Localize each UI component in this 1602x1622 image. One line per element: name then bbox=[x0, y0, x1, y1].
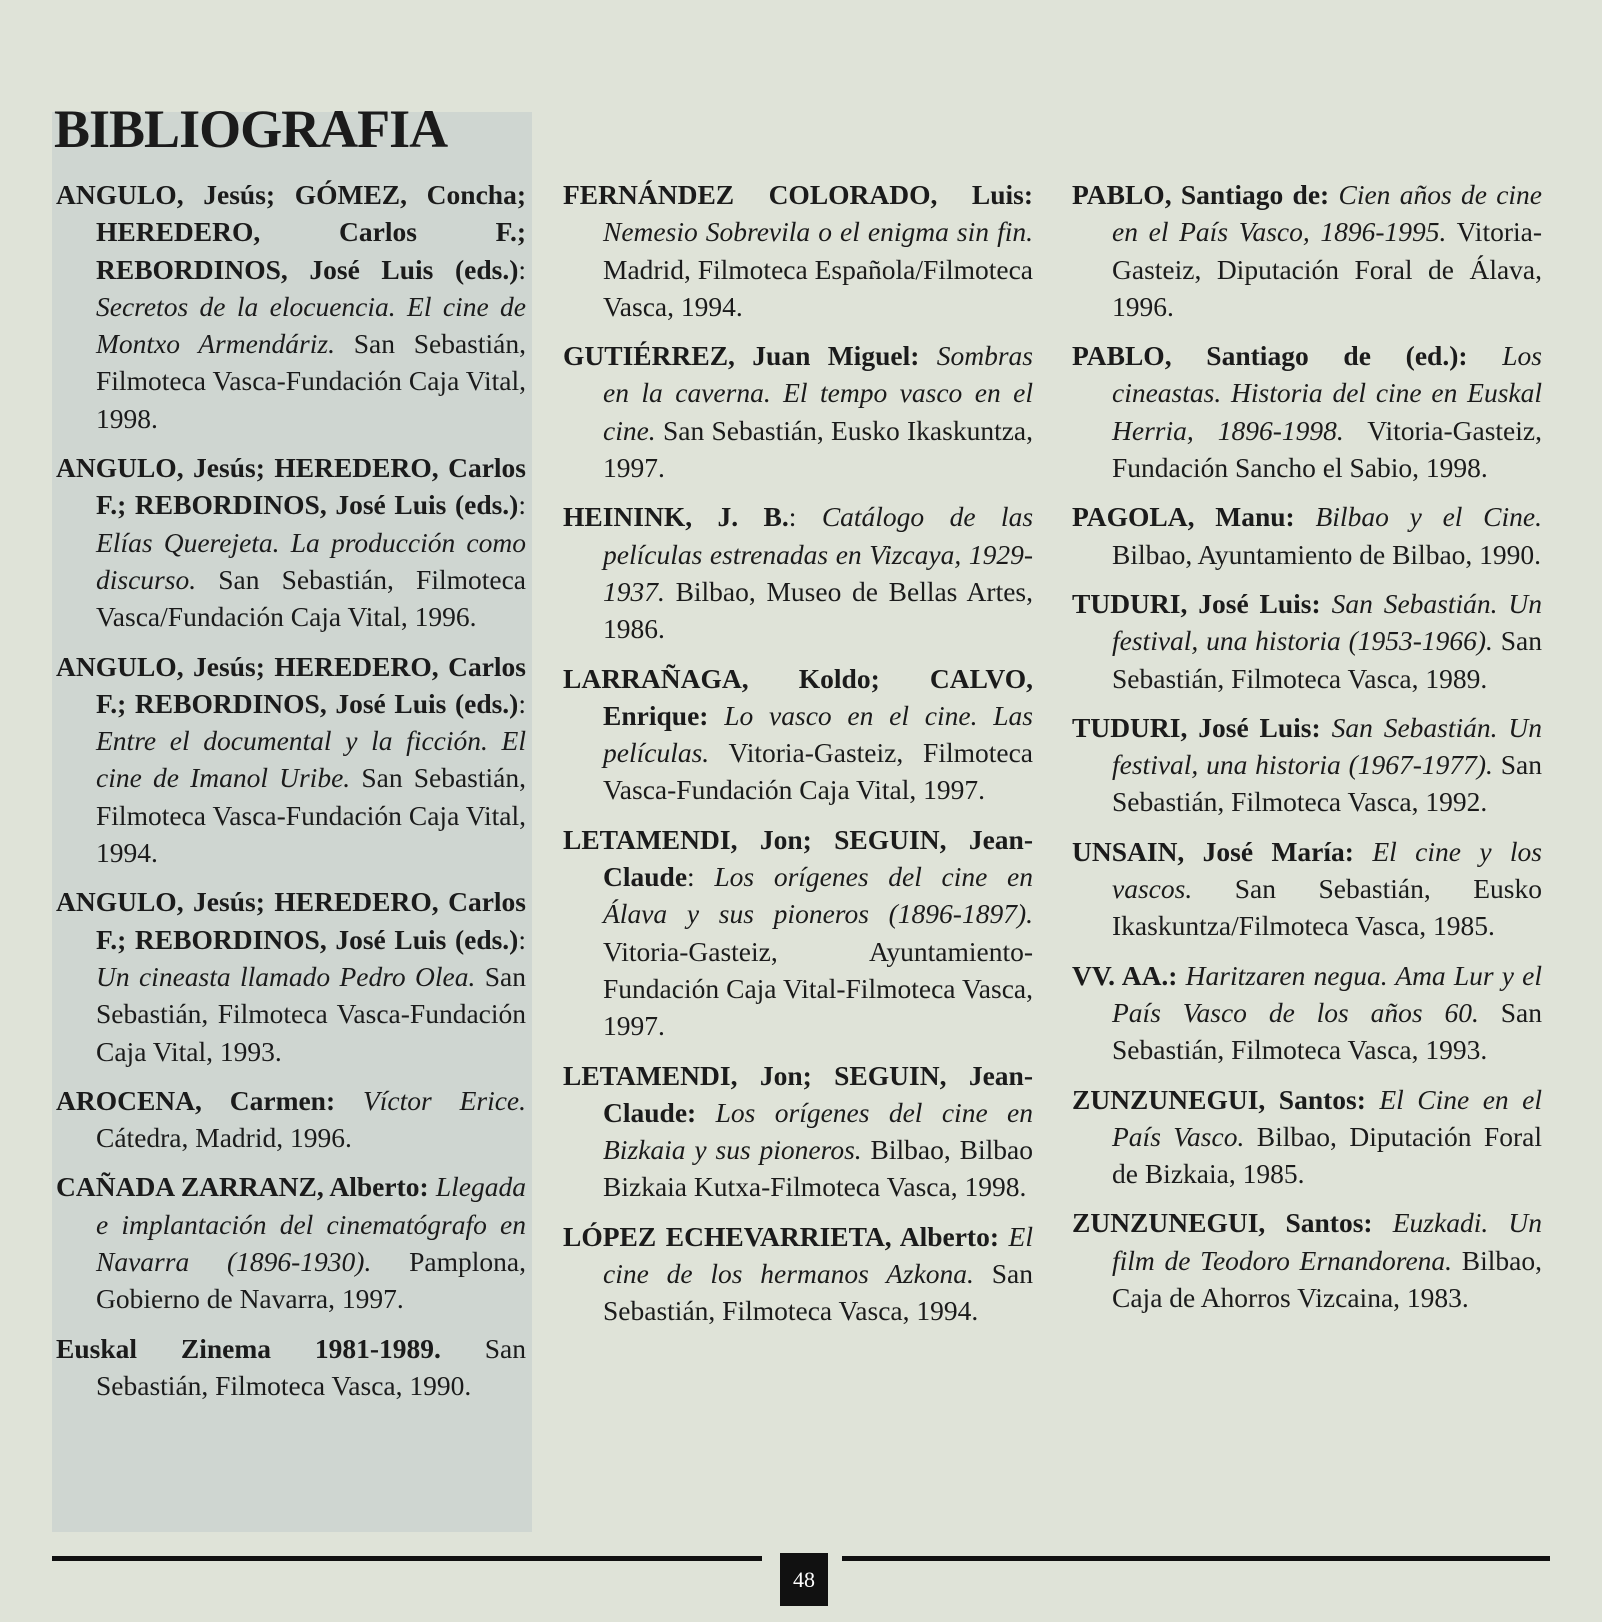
entry-separator bbox=[1373, 1207, 1393, 1238]
entry-publication: Bilbao, Bilbao Bizkaia Kutxa-Filmoteca Vasca, 1998. bbox=[603, 1134, 1033, 1203]
entry-separator bbox=[708, 700, 724, 731]
entry-author: ZUNZUNEGUI, Santos: bbox=[1072, 1083, 1366, 1115]
entry-separator: : bbox=[687, 861, 715, 893]
bibliography-entry bbox=[563, 176, 1033, 325]
entry-separator bbox=[1366, 1084, 1379, 1115]
entry-author: FERNÁNDEZ COLORADO, Luis: bbox=[563, 179, 1033, 210]
bibliography-entry bbox=[563, 1218, 1033, 1330]
bibliography-entry bbox=[1072, 337, 1542, 486]
entry-separator bbox=[1354, 836, 1372, 867]
entry-separator bbox=[335, 1085, 363, 1116]
bibliography-entry bbox=[56, 1330, 526, 1405]
footer-rule-left bbox=[52, 1556, 762, 1561]
bibliography-entry bbox=[563, 660, 1033, 809]
entry-title: Haritzaren negua. Ama Lur y el País Vasco de los años 60. bbox=[1112, 959, 1542, 1028]
entry-publication: Pamplona, Gobierno de Navarra, 1997. bbox=[96, 1246, 526, 1315]
entry-author: LARRAÑAGA, Koldo; CALVO, Enrique: bbox=[563, 662, 1033, 731]
bibliography-entry bbox=[1072, 585, 1542, 697]
entry-author: ANGULO, Jesús; HEREDERO, Carlos F.; REBORDINOS, José Luis (eds.) bbox=[56, 886, 526, 955]
entry-author: ANGULO, Jesús; HEREDERO, Carlos F.; REBORDINOS, José Luis (eds.) bbox=[56, 452, 526, 521]
bibliography-entry bbox=[563, 498, 1033, 647]
entry-author: UNSAIN, José María: bbox=[1072, 835, 1354, 867]
entry-title: Bilbao y el Cine. bbox=[1315, 501, 1542, 533]
entry-separator bbox=[1468, 340, 1503, 371]
bibliography-entry bbox=[1072, 498, 1542, 573]
entry-publication: San Sebastián, Eusko Ikaskuntza, 1997. bbox=[603, 414, 1033, 484]
entry-publication: San Sebastián, Filmoteca Vasca-Fundación Caja Vital, 1998. bbox=[96, 328, 526, 434]
entry-separator: : bbox=[518, 923, 526, 955]
entry-publication: Bilbao, Diputación Foral de Bizkaia, 1985. bbox=[1112, 1120, 1542, 1190]
entry-title: Los cineastas. Historia del cine en Euskal Herria, 1896-1998. bbox=[1112, 340, 1542, 446]
entry-separator bbox=[696, 1097, 715, 1128]
entry-publication: Madrid, Filmoteca Española/Filmoteca Vasca, 1994. bbox=[603, 253, 1033, 322]
page-number: 48 bbox=[780, 1553, 828, 1606]
entry-author: ZUNZUNEGUI, Santos: bbox=[1072, 1207, 1373, 1239]
entry-author: ANGULO, Jesús; HEREDERO, Carlos F.; REBORDINOS, José Luis (eds.) bbox=[56, 650, 526, 719]
bibliography-entry bbox=[1072, 1204, 1542, 1316]
entry-title: Secretos de la elocuencia. El cine de Montxo Armendáriz. bbox=[96, 290, 526, 360]
entry-separator: : bbox=[518, 489, 526, 521]
entry-publication: Cátedra, Madrid, 1996. bbox=[96, 1122, 352, 1154]
entry-separator: : bbox=[518, 687, 526, 719]
bibliography-entry bbox=[56, 1168, 526, 1317]
bibliography-entry bbox=[1072, 709, 1542, 821]
entry-title: Un cineasta llamado Pedro Olea. bbox=[96, 960, 476, 992]
entry-publication: San Sebastián, Eusko Ikaskuntza/Filmoteca Vasca, 1985. bbox=[1112, 873, 1542, 942]
entry-title: Sombras en la caverna. El tempo vasco en el cine. bbox=[603, 340, 1033, 446]
entry-title: El Cine en el País Vasco. bbox=[1112, 1083, 1542, 1152]
entry-separator bbox=[1295, 501, 1316, 532]
entry-separator bbox=[999, 1221, 1009, 1252]
column-1 bbox=[56, 176, 526, 1416]
entry-publication: Vitoria-Gasteiz, Filmoteca Vasca-Fundación Caja Vital, 1997. bbox=[603, 737, 1033, 806]
entry-separator bbox=[1321, 588, 1332, 619]
entry-title: Nemesio Sobrevila o el enigma sin fin. bbox=[603, 216, 1033, 248]
entry-separator bbox=[441, 1333, 485, 1364]
entry-author: LÓPEZ ECHEVARRIETA, Alberto: bbox=[563, 1220, 999, 1252]
entry-publication: Bilbao, Ayuntamiento de Bilbao, 1990. bbox=[1112, 538, 1542, 570]
entry-title: Entre el documental y la ficción. El cine de Imanol Uribe. bbox=[96, 725, 526, 794]
entry-author: VV. AA.: bbox=[1072, 959, 1178, 991]
column-3 bbox=[1072, 176, 1542, 1328]
entry-author: HEININK, J. B. bbox=[563, 501, 789, 533]
entry-publication: San Sebastián, Filmoteca Vasca/Fundación Caja Vital, 1996. bbox=[96, 563, 526, 633]
entry-title: Catálogo de las películas estrenadas en Vizcaya, 1929-1937. bbox=[603, 501, 1034, 607]
footer-rule-right bbox=[842, 1556, 1550, 1561]
page-title: BIBLIOGRAFIA bbox=[54, 99, 448, 159]
entry-publication: San Sebastián, Filmoteca Vasca, 1993. bbox=[1112, 996, 1542, 1066]
entry-author: TUDURI, José Luis: bbox=[1072, 587, 1321, 619]
entry-publication: San Sebastián, Filmoteca Vasca-Fundación Caja Vital, 1993. bbox=[96, 960, 526, 1067]
bibliography-entry bbox=[563, 337, 1033, 486]
bibliography-entry bbox=[56, 648, 526, 872]
bibliography-entry bbox=[1072, 957, 1542, 1069]
bibliography-entry bbox=[563, 1057, 1033, 1206]
entry-title: Víctor Erice. bbox=[362, 1084, 526, 1116]
entry-title: Los orígenes del cine en Bizkaia y sus pioneros. bbox=[603, 1096, 1034, 1166]
entry-separator bbox=[1321, 712, 1332, 743]
entry-publication: Vitoria-Gasteiz, Fundación Sancho el Sabio, 1998. bbox=[1112, 414, 1542, 484]
entry-separator bbox=[429, 1171, 436, 1202]
entry-publication: San Sebastián, Filmoteca Vasca, 1992. bbox=[1112, 749, 1543, 818]
entry-publication: San Sebastián, Filmoteca Vasca, 1990. bbox=[96, 1332, 527, 1401]
entry-author: PAGOLA, Manu: bbox=[1072, 501, 1295, 533]
entry-title: Llegada e implantación del cinematógrafo en Navarra (1896-1930). bbox=[96, 1171, 526, 1278]
entry-title: Lo vasco en el cine. Las películas. bbox=[603, 699, 1033, 769]
bibliography-entry bbox=[563, 821, 1033, 1045]
column-2 bbox=[563, 176, 1033, 1342]
entry-title: Los orígenes del cine en Álava y sus pioneros (1896-1897). bbox=[603, 861, 1033, 930]
entry-publication: San Sebastián, Filmoteca Vasca-Fundación Caja Vital, 1994. bbox=[96, 762, 526, 869]
entry-author: LETAMENDI, Jon; SEGUIN, Jean-Claude bbox=[563, 823, 1033, 893]
bibliography-entry bbox=[56, 176, 526, 437]
entry-author: PABLO, Santiago de (ed.): bbox=[1072, 340, 1468, 372]
bibliography-entry bbox=[1072, 833, 1542, 945]
entry-author: AROCENA, Carmen: bbox=[56, 1084, 336, 1116]
entry-title: San Sebastián. Un festival, una historia (1967-1977). bbox=[1112, 711, 1542, 781]
entry-publication: San Sebastián, Filmoteca Vasca, 1989. bbox=[1112, 625, 1543, 694]
entry-publication: Vitoria-Gasteiz, Ayuntamiento-Fundación Caja Vital-Filmoteca Vasca, 1997. bbox=[603, 935, 1033, 1042]
entry-title: El cine de los hermanos Azkona. bbox=[603, 1220, 1033, 1290]
entry-publication: San Sebastián, Filmoteca Vasca, 1994. bbox=[603, 1258, 1034, 1327]
entry-author: PABLO, Santiago de: bbox=[1072, 179, 1330, 210]
entry-title: El cine y los vascos. bbox=[1112, 835, 1542, 905]
entry-author: GUTIÉRREZ, Juan Miguel: bbox=[563, 340, 920, 372]
entry-author: TUDURI, José Luis: bbox=[1072, 711, 1321, 743]
bibliography-entry bbox=[56, 1082, 526, 1157]
entry-separator bbox=[1177, 960, 1185, 991]
entry-separator bbox=[919, 340, 936, 371]
entry-publication: Vitoria-Gasteiz, Diputación Foral de Álava, 1996. bbox=[1112, 216, 1542, 322]
entry-title: Elías Querejeta. La producción como discurso. bbox=[96, 526, 526, 595]
bibliography-entry bbox=[56, 449, 526, 635]
entry-publication: Bilbao, Caja de Ahorros Vizcaina, 1983. bbox=[1112, 1244, 1542, 1314]
bibliography-entry bbox=[1072, 176, 1542, 325]
entry-author: LETAMENDI, Jon; SEGUIN, Jean-Claude: bbox=[563, 1059, 1033, 1128]
entry-title: Cien años de cine en el País Vasco, 1896-1995. bbox=[1112, 179, 1542, 248]
entry-title: San Sebastián. Un festival, una historia (1953-1966). bbox=[1112, 587, 1542, 657]
bibliography-entry bbox=[56, 883, 526, 1069]
entry-separator: : bbox=[788, 501, 822, 533]
entry-title: Euzkadi. Un film de Teodoro Ernandorena. bbox=[1112, 1207, 1542, 1276]
entry-publication: Bilbao, Museo de Bellas Artes, 1986. bbox=[603, 575, 1033, 645]
entry-separator: : bbox=[518, 253, 526, 285]
bibliography-entry bbox=[1072, 1081, 1542, 1193]
entry-author: CAÑADA ZARRANZ, Alberto: bbox=[56, 1171, 429, 1203]
entry-author: ANGULO, Jesús; GÓMEZ, Concha; HEREDERO, Carlos F.; REBORDINOS, José Luis (eds.) bbox=[56, 179, 526, 285]
entry-author: Euskal Zinema 1981-1989. bbox=[56, 1332, 441, 1364]
